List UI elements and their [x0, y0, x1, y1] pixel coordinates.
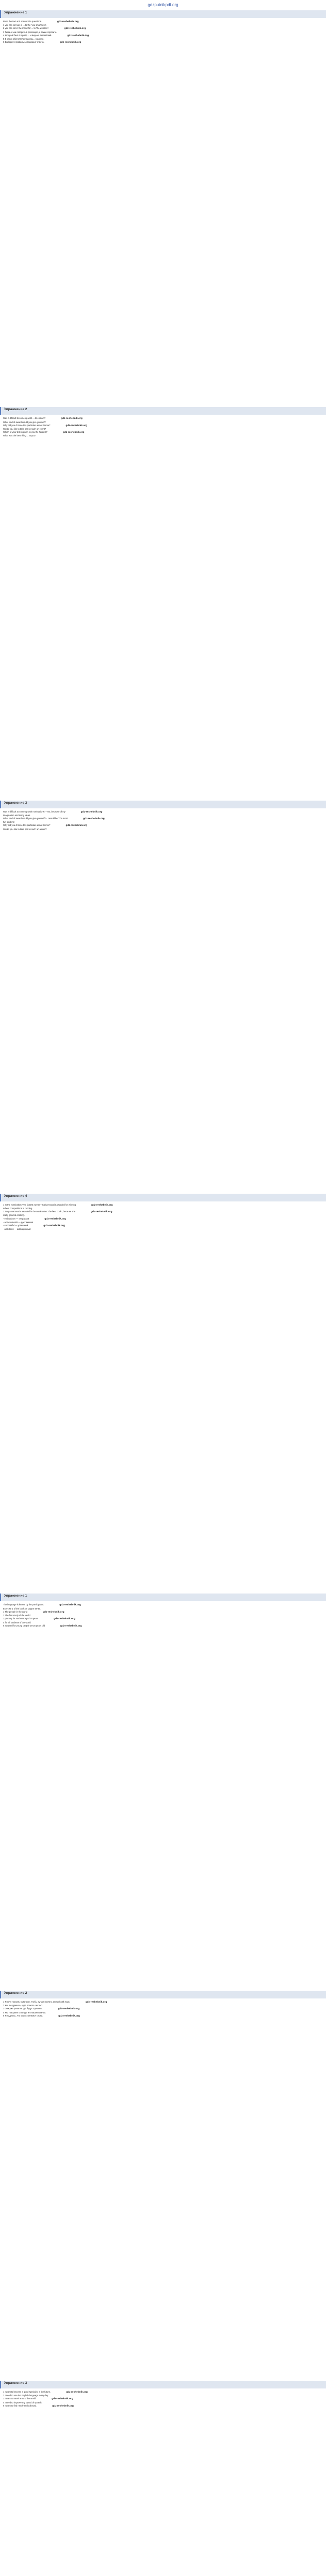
- text-line: 2 I need to use the English language every day.: [3, 2394, 49, 2397]
- text-line: really good at cooking.: [3, 1214, 25, 1217]
- text-line: Was it difficult to come up with ... to explain? gdz-reshebnik.org: [3, 417, 83, 420]
- exercise-header: [0, 2381, 326, 2388]
- exercise-title: Упражнение 3: [4, 2381, 27, 2385]
- spacer: [0, 1628, 326, 1989]
- text-line: 2 you are not in the mood for ... to 'the weather'. gdz-reshebnik.org: [3, 27, 86, 30]
- text-line: 4 Мы говорили о погоде и о наших планах.: [3, 2011, 46, 2014]
- exercise-title: Упражнение 3: [4, 801, 27, 805]
- text-line: 3 Тема о чем говорить в разговоре, а также спросите.: [3, 30, 57, 33]
- document-body: [0, 10, 326, 2576]
- watermark: gdz-reshebnik.org: [61, 417, 83, 420]
- text-line: 4 I need to improve my speed of speech.: [3, 2401, 42, 2404]
- exercise-header: [0, 407, 326, 415]
- exercise-header: [0, 801, 326, 808]
- watermark: gdz-reshebnik.org: [60, 1624, 82, 1628]
- watermark: gdz-reshebnik.org: [43, 1225, 65, 1228]
- text-line: Which of your test is given to you the hardest? gdz-reshebnik.org: [3, 431, 85, 434]
- watermark: gdz-reshebnik.org: [52, 2404, 74, 2408]
- text-line: 6 Выберите правильный вариант ответа. gdz-reshebnik.org: [3, 41, 82, 44]
- site-header[interactable]: gdzputnikpdf.org: [148, 3, 178, 7]
- watermark: gdz-reshebnik.org: [66, 424, 88, 427]
- watermark: gdz-reshebnik.org: [83, 818, 105, 821]
- exercise-title: Упражнение 2: [4, 1991, 27, 1995]
- spacer: [0, 2408, 326, 2576]
- text-line: Was it difficult to come up with nominations? - No, because of my gdz-reshebnik.org: [3, 810, 103, 814]
- text-line: 2 Как вы думаете, куда поехать летом?: [3, 2004, 43, 2007]
- watermark: gdz-reshebnik.org: [54, 1618, 75, 1621]
- text-line: 3 I want to travel around the world. gdz-reshebnik.org: [3, 2397, 73, 2401]
- text-line: 3 Они уже решили, где будут отдыхать. gdz-reshebnik.org: [3, 2007, 80, 2011]
- text-line: - successful — успешный gdz-reshebnik.org: [3, 1224, 65, 1228]
- watermark: gdz-reshebnik.org: [66, 2391, 88, 2394]
- text-line: 2 Tanya Ivanova is awarded in the nomination 'The best cook', because she gdz-reshebnik.org: [3, 1210, 112, 1214]
- text-line: - ambitious — амбициозный: [3, 1228, 31, 1231]
- text-line: 1 Я хочу поехать в Лондон, чтобы лучше изучить английский язык. gdz-reshebnik.org: [3, 2000, 107, 2004]
- exercise-title: Упражнение 1: [4, 1594, 27, 1598]
- exercise-header: [0, 1194, 326, 1201]
- watermark: gdz-reshebnik.org: [44, 1217, 66, 1221]
- text-line: 1 In the nomination 'The fastest runner' - Kalya-Ivana is awarded for winning gdz-reshebnik.org: [3, 1203, 113, 1207]
- spacer: [0, 1231, 326, 1591]
- text-line: The language is known by the participants. gdz-reshebnik.org: [3, 1603, 81, 1607]
- text-line: 5 adopted for young people 16-25 years old gdz-reshebnik.org: [3, 1624, 82, 1628]
- text-line: - enthusiasm — энтузиазм gdz-reshebnik.org: [3, 1217, 66, 1221]
- text-line: 4 for all students of the world: [3, 1621, 31, 1624]
- text-line: What was the best thing ... to you?: [3, 434, 37, 437]
- text-line: 4 Который был в городе ... и выучил английский. gdz-reshebnik.org: [3, 33, 89, 37]
- watermark: gdz-reshebnik.org: [66, 824, 88, 827]
- watermark: gdz-reshebnik.org: [91, 1204, 113, 1207]
- watermark: gdz-reshebnik.org: [52, 2398, 73, 2401]
- text-line: 2 The first study of the world: [3, 1614, 30, 1617]
- text-line: Why did you choose this particular award theme? gdz-reshebnik.org: [3, 824, 88, 827]
- text-line: Why did you choose this particular award theme? gdz-reshebnik.org: [3, 423, 88, 427]
- text-line: Read the text and answer the questions. gdz-reshebnik.org: [3, 20, 79, 23]
- watermark: gdz-reshebnik.org: [62, 431, 85, 434]
- exercise-title: Упражнение 2: [4, 408, 27, 412]
- watermark: gdz-reshebnik.org: [57, 21, 79, 23]
- watermark: gdz-reshebnik.org: [64, 27, 86, 30]
- spacer: [0, 2018, 326, 2379]
- text-line: fun student'.: [3, 821, 15, 824]
- text-line: 5 Я надеюсь, что мы встретимся снова. gdz-reshebnik.org: [3, 2014, 80, 2018]
- watermark: gdz-reshebnik.org: [59, 1604, 81, 1607]
- text-line: 1 you are not sure if ... to the 'you smartness'.: [3, 24, 47, 27]
- watermark: gdz-reshebnik.org: [67, 34, 89, 37]
- watermark: gdz-reshebnik.org: [59, 41, 82, 44]
- text-line: 5 В каких обстоятельствах вы... в школе.: [3, 38, 44, 41]
- watermark: gdz-reshebnik.org: [85, 2001, 107, 2004]
- text-line: 5 I want to find new friends abroad. gdz-reshebnik.org: [3, 2404, 74, 2408]
- watermark: gdz-reshebnik.org: [58, 2014, 80, 2018]
- watermark: gdz-reshebnik.org: [91, 1211, 112, 1214]
- watermark: gdz-reshebnik.org: [80, 810, 103, 814]
- text-line: Would you like to take part in such an award?: [3, 827, 47, 831]
- exercise-header: [0, 1594, 326, 1601]
- watermark: gdz-reshebnik.org: [42, 1611, 64, 1614]
- text-line: 1 I want to become a good specialist in the future. gdz-reshebnik.org: [3, 2390, 88, 2394]
- text-line: - achievements — достижения: [3, 1221, 34, 1224]
- text-line: Exercise 1 of the book on pages 44-45.: [3, 1607, 41, 1610]
- spacer: [0, 44, 326, 405]
- exercise-title: Упражнение 1: [4, 11, 27, 14]
- text-line: What kind of award would you give yourself?: [3, 420, 46, 423]
- text-line: 1 The people in the world gdz-reshebnik.org: [3, 1610, 64, 1614]
- spacer: [0, 438, 326, 799]
- spacer: [0, 831, 326, 1192]
- exercise-header: [0, 10, 326, 18]
- text-line: Would you like to take part in such an event?: [3, 428, 46, 431]
- exercise-title: Упражнение 4: [4, 1194, 27, 1198]
- exercise-header: [0, 1991, 326, 1998]
- text-line: school competitions in running.: [3, 1207, 33, 1210]
- text-line: imagination and many ideas.: [3, 814, 31, 817]
- watermark: gdz-reshebnik.org: [58, 2008, 80, 2011]
- text-line: 3 primary for students aged 16 years gdz-reshebnik.org: [3, 1617, 75, 1621]
- text-line: What kind of award would you give yourself? - I would be 'The most gdz-reshebnik.org: [3, 817, 105, 821]
